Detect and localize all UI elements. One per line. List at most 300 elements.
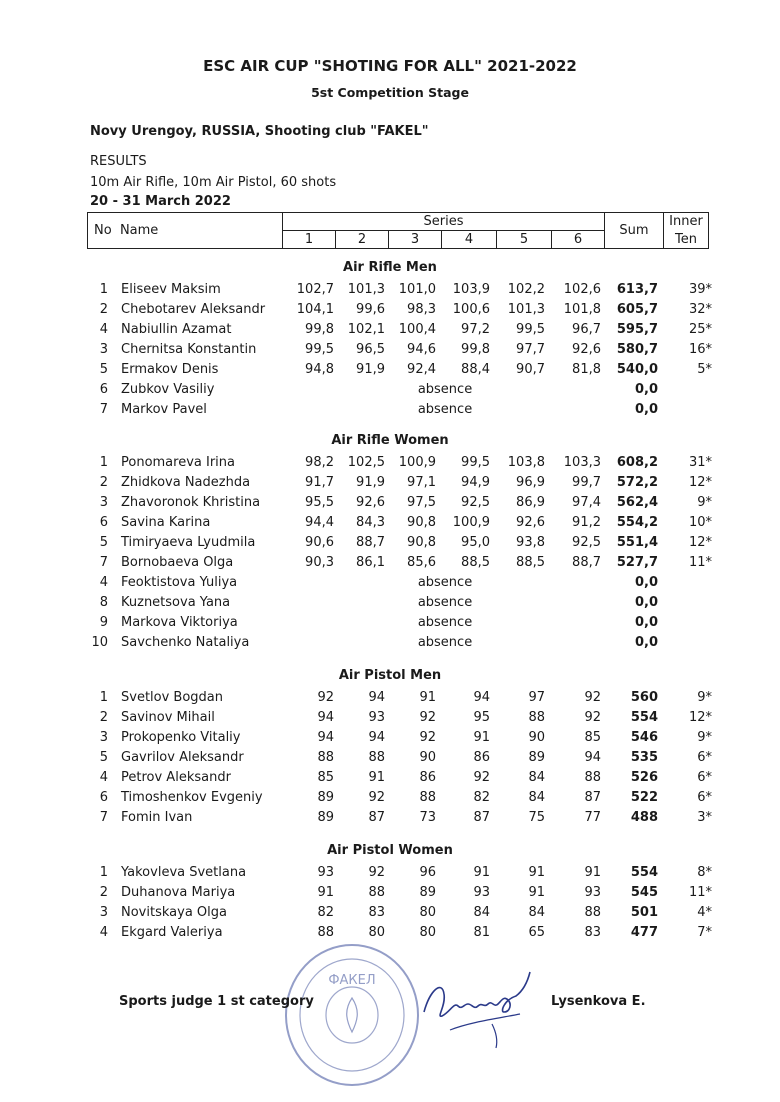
athlete-name: Ponomareva Irina [121, 455, 235, 470]
signature [420, 960, 550, 1050]
judge-name: Lysenkova E. [551, 994, 646, 1009]
header-series: Series [283, 213, 605, 231]
sum-score: 546 [630, 730, 658, 745]
series-score-3: 100,4 [398, 322, 436, 337]
sum-score: 613,7 [616, 282, 658, 297]
sum-score: 540,0 [616, 362, 658, 377]
header-series-2: 2 [336, 231, 389, 249]
series-score-3: 89 [419, 885, 436, 900]
sum-score: 0,0 [634, 635, 658, 650]
header-no-name [88, 213, 283, 249]
series-score-5: 86,9 [516, 495, 545, 510]
series-score-4: 92 [473, 770, 490, 785]
series-score-2: 91,9 [356, 362, 385, 377]
series-score-6: 92 [584, 710, 601, 725]
inner-ten: 7* [697, 925, 712, 940]
series-score-5: 102,2 [507, 282, 545, 297]
athlete-name: Bornobaeva Olga [121, 555, 234, 570]
series-score-2: 92 [368, 865, 385, 880]
series-score-4: 95,0 [461, 535, 490, 550]
series-score-1: 93 [317, 865, 334, 880]
series-score-5: 99,5 [516, 322, 545, 337]
rank-number: 4 [99, 925, 108, 940]
sum-score: 0,0 [634, 615, 658, 630]
series-score-5: 90,7 [516, 362, 545, 377]
series-score-6: 81,8 [572, 362, 601, 377]
athlete-name: Kuznetsova Yana [121, 595, 231, 610]
series-score-6: 102,6 [563, 282, 601, 297]
result-row [0, 515, 780, 535]
series-score-1: 90,6 [305, 535, 334, 550]
result-row [0, 362, 780, 382]
result-row [0, 495, 780, 515]
series-score-5: 93,8 [516, 535, 545, 550]
section-title: Air Pistol Men [338, 668, 442, 683]
series-score-4: 87 [473, 810, 490, 825]
result-row [0, 342, 780, 362]
inner-ten: 8* [697, 865, 712, 880]
rank-number: 8 [99, 595, 108, 610]
sum-score: 560 [630, 690, 658, 705]
series-score-5: 103,8 [507, 455, 545, 470]
series-score-3: 101,0 [398, 282, 436, 297]
series-score-5: 65 [528, 925, 545, 940]
athlete-name: Zubkov Vasiliy [121, 382, 215, 397]
athlete-name: Chernitsa Konstantin [121, 342, 257, 357]
inner-ten: 39* [688, 282, 712, 297]
rank-number: 3 [99, 342, 108, 357]
series-score-3: 96 [419, 865, 436, 880]
inner-ten: 9* [697, 495, 712, 510]
rank-number: 5 [99, 750, 108, 765]
stamp-seal [282, 940, 422, 1090]
series-score-1: 89 [317, 810, 334, 825]
athlete-name: Zhidkova Nadezhda [121, 475, 251, 490]
inner-ten: 6* [697, 770, 712, 785]
athlete-name: Novitskaya Olga [121, 905, 227, 920]
header-series-3: 3 [389, 231, 442, 249]
series-score-5: 92,6 [516, 515, 545, 530]
sum-score: 527,7 [616, 555, 658, 570]
series-score-2: 91 [368, 770, 385, 785]
series-score-5: 90 [528, 730, 545, 745]
athlete-name: Ekgard Valeriya [121, 925, 223, 940]
sum-score: 595,7 [616, 322, 658, 337]
header-ten: Ten [664, 231, 709, 249]
series-score-2: 94 [368, 690, 385, 705]
inner-ten: 5* [697, 362, 712, 377]
series-score-1: 89 [317, 790, 334, 805]
sum-score: 526 [630, 770, 658, 785]
venue: Novy Urengoy, RUSSIA, Shooting club "FAKEL" [90, 124, 429, 139]
series-score-4: 100,9 [452, 515, 490, 530]
result-row [0, 455, 780, 475]
series-score-6: 96,7 [572, 322, 601, 337]
series-score-1: 95,5 [305, 495, 334, 510]
series-score-5: 84 [528, 790, 545, 805]
result-row [0, 730, 780, 750]
result-row [0, 885, 780, 905]
series-score-6: 92 [584, 690, 601, 705]
inner-ten: 9* [697, 690, 712, 705]
result-row [0, 810, 780, 830]
header-series-6: 6 [552, 231, 605, 249]
series-score-2: 101,3 [347, 282, 385, 297]
rank-number: 7 [99, 810, 108, 825]
rank-number: 5 [99, 362, 108, 377]
result-row [0, 615, 780, 635]
series-score-2: 87 [368, 810, 385, 825]
inner-ten: 32* [688, 302, 712, 317]
series-score-5: 96,9 [516, 475, 545, 490]
series-score-3: 80 [419, 905, 436, 920]
athlete-name: Savchenko Nataliya [121, 635, 250, 650]
series-score-2: 92 [368, 790, 385, 805]
athlete-name: Ermakov Denis [121, 362, 219, 377]
series-score-4: 82 [473, 790, 490, 805]
absence-label: absence [417, 635, 473, 650]
series-score-6: 87 [584, 790, 601, 805]
series-score-1: 91 [317, 885, 334, 900]
series-score-3: 97,1 [407, 475, 436, 490]
series-score-1: 99,8 [305, 322, 334, 337]
series-score-2: 80 [368, 925, 385, 940]
inner-ten: 3* [697, 810, 712, 825]
series-score-6: 88 [584, 905, 601, 920]
absence-label: absence [417, 382, 473, 397]
series-score-2: 93 [368, 710, 385, 725]
series-score-6: 91 [584, 865, 601, 880]
sum-score: 554,2 [616, 515, 658, 530]
sum-score: 562,4 [616, 495, 658, 510]
series-score-3: 90 [419, 750, 436, 765]
series-score-1: 88 [317, 925, 334, 940]
series-score-1: 94 [317, 710, 334, 725]
result-row [0, 595, 780, 615]
rank-number: 9 [99, 615, 108, 630]
series-score-3: 80 [419, 925, 436, 940]
athlete-name: Gavrilov Aleksandr [121, 750, 244, 765]
sum-score: 488 [630, 810, 658, 825]
header-inner: Inner [664, 213, 709, 231]
series-score-4: 103,9 [452, 282, 490, 297]
rank-number: 2 [99, 475, 108, 490]
athlete-name: Fomin Ivan [121, 810, 193, 825]
rank-number: 3 [99, 495, 108, 510]
series-score-5: 97 [528, 690, 545, 705]
section-title: Air Rifle Women [331, 433, 449, 448]
athlete-name: Yakovleva Svetlana [121, 865, 247, 880]
series-score-6: 88 [584, 770, 601, 785]
series-score-1: 94,8 [305, 362, 334, 377]
series-score-4: 88,5 [461, 555, 490, 570]
absence-label: absence [417, 402, 473, 417]
series-score-6: 93 [584, 885, 601, 900]
series-score-4: 100,6 [452, 302, 490, 317]
series-score-2: 91,9 [356, 475, 385, 490]
athlete-name: Savina Karina [121, 515, 211, 530]
athlete-name: Savinov Mihail [121, 710, 215, 725]
series-score-3: 88 [419, 790, 436, 805]
document-subtitle: 5st Competition Stage [311, 85, 469, 100]
series-score-6: 99,7 [572, 475, 601, 490]
inner-ten: 31* [688, 455, 712, 470]
section-title: Air Pistol Women [327, 843, 453, 858]
series-score-2: 92,6 [356, 495, 385, 510]
series-score-4: 88,4 [461, 362, 490, 377]
result-row [0, 302, 780, 322]
rank-number: 2 [99, 710, 108, 725]
series-score-1: 91,7 [305, 475, 334, 490]
series-score-2: 84,3 [356, 515, 385, 530]
series-score-2: 96,5 [356, 342, 385, 357]
result-row [0, 555, 780, 575]
inner-ten: 10* [688, 515, 712, 530]
rank-number: 6 [99, 790, 108, 805]
series-score-2: 102,5 [347, 455, 385, 470]
header-series-4: 4 [442, 231, 497, 249]
series-score-4: 94 [473, 690, 490, 705]
rank-number: 1 [99, 690, 108, 705]
rank-number: 2 [99, 302, 108, 317]
result-row [0, 575, 780, 595]
rank-number: 2 [99, 885, 108, 900]
result-row [0, 402, 780, 422]
rank-number: 1 [99, 282, 108, 297]
series-score-5: 88 [528, 710, 545, 725]
rank-number: 7 [99, 402, 108, 417]
series-score-6: 88,7 [572, 555, 601, 570]
sum-score: 522 [630, 790, 658, 805]
series-score-1: 85 [317, 770, 334, 785]
series-score-6: 103,3 [563, 455, 601, 470]
result-row [0, 535, 780, 555]
athlete-name: Eliseev Maksim [121, 282, 221, 297]
series-score-4: 86 [473, 750, 490, 765]
series-score-1: 102,7 [296, 282, 334, 297]
series-score-3: 90,8 [407, 535, 436, 550]
rank-number: 3 [99, 730, 108, 745]
athlete-name: Timiryaeva Lyudmila [121, 535, 256, 550]
series-score-1: 82 [317, 905, 334, 920]
inner-ten: 12* [688, 535, 712, 550]
result-row [0, 865, 780, 885]
result-row [0, 905, 780, 925]
series-score-3: 91 [419, 690, 436, 705]
series-score-6: 91,2 [572, 515, 601, 530]
series-score-3: 90,8 [407, 515, 436, 530]
sum-score: 545 [630, 885, 658, 900]
series-score-2: 88 [368, 750, 385, 765]
series-score-3: 97,5 [407, 495, 436, 510]
series-score-2: 88,7 [356, 535, 385, 550]
series-score-5: 101,3 [507, 302, 545, 317]
sum-score: 0,0 [634, 595, 658, 610]
header-series-1: 1 [283, 231, 336, 249]
rank-number: 5 [99, 535, 108, 550]
rank-number: 1 [99, 455, 108, 470]
rank-number: 3 [99, 905, 108, 920]
inner-ten: 16* [688, 342, 712, 357]
series-score-4: 94,9 [461, 475, 490, 490]
stamp-text: ФАКЕЛ [328, 973, 376, 988]
series-score-1: 92 [317, 690, 334, 705]
series-score-4: 91 [473, 730, 490, 745]
series-score-6: 83 [584, 925, 601, 940]
athlete-name: Markov Pavel [121, 402, 207, 417]
inner-ten: 11* [688, 885, 712, 900]
series-score-5: 97,7 [516, 342, 545, 357]
result-row [0, 322, 780, 342]
rank-number: 7 [99, 555, 108, 570]
athlete-name: Chebotarev Aleksandr [121, 302, 266, 317]
athlete-name: Petrov Aleksandr [121, 770, 231, 785]
sum-score: 477 [630, 925, 658, 940]
rank-number: 4 [99, 770, 108, 785]
series-score-3: 92,4 [407, 362, 436, 377]
athlete-name: Duhanova Mariya [121, 885, 236, 900]
series-score-1: 94 [317, 730, 334, 745]
series-score-1: 99,5 [305, 342, 334, 357]
sum-score: 0,0 [634, 402, 658, 417]
series-score-6: 85 [584, 730, 601, 745]
series-score-3: 86 [419, 770, 436, 785]
result-row [0, 282, 780, 302]
header-no: No [94, 223, 112, 238]
inner-ten: 12* [688, 710, 712, 725]
result-row [0, 750, 780, 770]
athlete-name: Feoktistova Yuliya [121, 575, 238, 590]
dates-label: 20 - 31 March 2022 [90, 194, 231, 209]
rank-number: 6 [99, 382, 108, 397]
inner-ten: 11* [688, 555, 712, 570]
series-score-3: 85,6 [407, 555, 436, 570]
series-score-1: 104,1 [296, 302, 334, 317]
series-score-5: 91 [528, 885, 545, 900]
absence-label: absence [417, 575, 473, 590]
series-score-4: 93 [473, 885, 490, 900]
sum-score: 0,0 [634, 575, 658, 590]
results-table-header [87, 212, 709, 249]
sum-score: 608,2 [616, 455, 658, 470]
result-row [0, 790, 780, 810]
sum-score: 580,7 [616, 342, 658, 357]
result-row [0, 475, 780, 495]
sum-score: 572,2 [616, 475, 658, 490]
result-row [0, 635, 780, 655]
series-score-6: 77 [584, 810, 601, 825]
athlete-name: Prokopenko Vitaliy [121, 730, 241, 745]
series-score-1: 90,3 [305, 555, 334, 570]
athlete-name: Svetlov Bogdan [121, 690, 224, 705]
series-score-1: 98,2 [305, 455, 334, 470]
inner-ten: 6* [697, 790, 712, 805]
athlete-name: Markova Viktoriya [121, 615, 238, 630]
series-score-1: 94,4 [305, 515, 334, 530]
series-score-3: 92 [419, 730, 436, 745]
series-score-5: 75 [528, 810, 545, 825]
athlete-name: Timoshenkov Evgeniy [121, 790, 263, 805]
series-score-2: 88 [368, 885, 385, 900]
inner-ten: 12* [688, 475, 712, 490]
series-score-4: 97,2 [461, 322, 490, 337]
series-score-5: 88,5 [516, 555, 545, 570]
series-score-6: 92,5 [572, 535, 601, 550]
header-sum: Sum [605, 213, 664, 249]
series-score-4: 95 [473, 710, 490, 725]
inner-ten: 4* [697, 905, 712, 920]
document-title: ESC AIR CUP "SHOTING FOR ALL" 2021-2022 [203, 57, 577, 75]
result-row [0, 382, 780, 402]
series-score-6: 94 [584, 750, 601, 765]
sum-score: 554 [630, 865, 658, 880]
results-label: RESULTS [90, 154, 147, 169]
sum-score: 535 [630, 750, 658, 765]
sum-score: 554 [630, 710, 658, 725]
series-score-4: 84 [473, 905, 490, 920]
sum-score: 551,4 [616, 535, 658, 550]
series-score-6: 97,4 [572, 495, 601, 510]
rank-number: 4 [99, 575, 108, 590]
series-score-5: 84 [528, 905, 545, 920]
series-score-6: 101,8 [563, 302, 601, 317]
absence-label: absence [417, 595, 473, 610]
series-score-3: 94,6 [407, 342, 436, 357]
series-score-6: 92,6 [572, 342, 601, 357]
series-score-4: 99,5 [461, 455, 490, 470]
series-score-2: 94 [368, 730, 385, 745]
series-score-3: 92 [419, 710, 436, 725]
series-score-2: 102,1 [347, 322, 385, 337]
rank-number: 4 [99, 322, 108, 337]
series-score-1: 88 [317, 750, 334, 765]
result-row [0, 710, 780, 730]
events-label: 10m Air Rifle, 10m Air Pistol, 60 shots [90, 175, 337, 190]
header-name: Name [119, 223, 159, 238]
athlete-name: Nabiullin Azamat [121, 322, 232, 337]
series-score-3: 100,9 [398, 455, 436, 470]
series-score-2: 83 [368, 905, 385, 920]
series-score-5: 89 [528, 750, 545, 765]
series-score-3: 98,3 [407, 302, 436, 317]
series-score-3: 73 [419, 810, 436, 825]
rank-number: 6 [99, 515, 108, 530]
rank-number: 10 [91, 635, 108, 650]
series-score-2: 99,6 [356, 302, 385, 317]
sum-score: 501 [630, 905, 658, 920]
result-row [0, 690, 780, 710]
series-score-4: 92,5 [461, 495, 490, 510]
series-score-4: 99,8 [461, 342, 490, 357]
athlete-name: Zhavoronok Khristina [121, 495, 261, 510]
series-score-4: 81 [473, 925, 490, 940]
sum-score: 0,0 [634, 382, 658, 397]
inner-ten: 6* [697, 750, 712, 765]
absence-label: absence [417, 615, 473, 630]
series-score-2: 86,1 [356, 555, 385, 570]
series-score-5: 84 [528, 770, 545, 785]
result-row [0, 770, 780, 790]
sum-score: 605,7 [616, 302, 658, 317]
rank-number: 1 [99, 865, 108, 880]
inner-ten: 25* [688, 322, 712, 337]
series-score-5: 91 [528, 865, 545, 880]
inner-ten: 9* [697, 730, 712, 745]
header-series-5: 5 [497, 231, 552, 249]
series-score-4: 91 [473, 865, 490, 880]
section-title: Air Rifle Men [343, 260, 437, 275]
judge-label: Sports judge 1 st category [119, 994, 314, 1009]
